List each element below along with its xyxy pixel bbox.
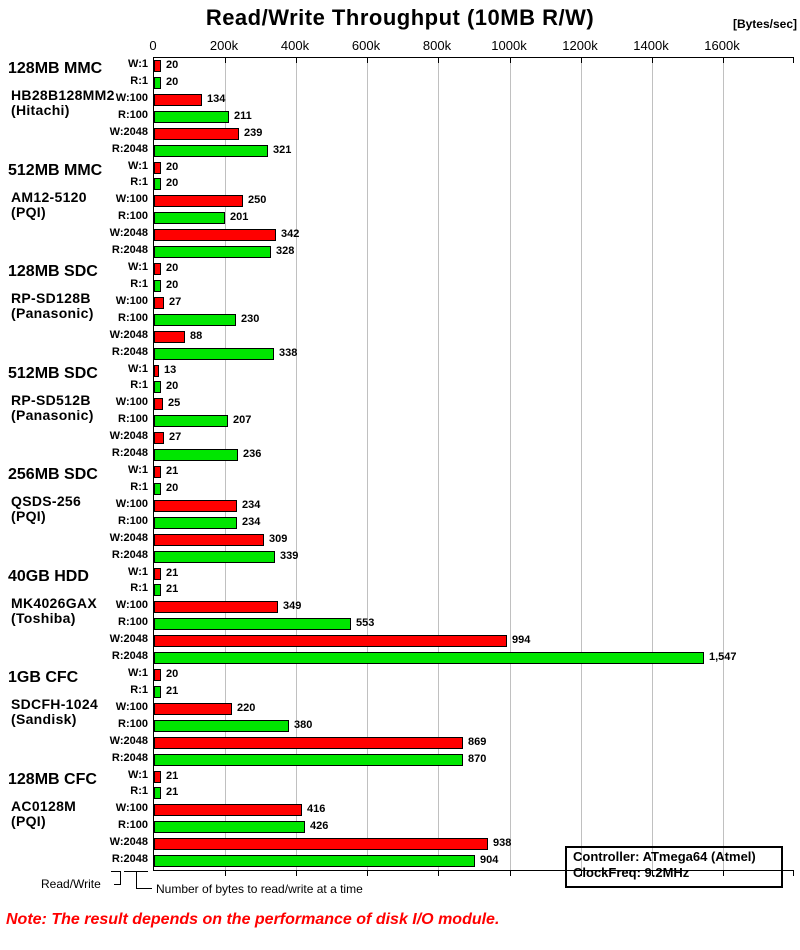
bar-value-label: 21 xyxy=(166,567,179,579)
gridline xyxy=(581,58,582,870)
bar-value-label: 20 xyxy=(166,668,179,680)
write-bar xyxy=(154,500,237,512)
axis-tick-top xyxy=(723,58,724,63)
read-bar xyxy=(154,212,225,224)
bar-value-label: 869 xyxy=(468,736,487,748)
row-label: W:2048 xyxy=(109,430,148,442)
callout-drop-bytes xyxy=(136,871,137,889)
bar-value-label: 339 xyxy=(280,550,299,562)
bar-value-label: 309 xyxy=(269,533,288,545)
bar-value-label: 349 xyxy=(283,600,302,612)
row-label: W:100 xyxy=(115,701,148,713)
chart-title: Read/Write Throughput (10MB R/W) xyxy=(205,5,595,30)
axis-tick-top xyxy=(296,58,297,63)
group-model: RP-SD128B xyxy=(11,290,91,306)
row-label: R:100 xyxy=(118,616,148,628)
bar-value-label: 338 xyxy=(279,347,298,359)
row-label: W:1 xyxy=(128,566,148,578)
bar-value-label: 20 xyxy=(166,76,179,88)
bar-value-label: 21 xyxy=(166,770,179,782)
axis-tick-label: 1000k xyxy=(491,38,527,53)
write-bar xyxy=(154,162,161,174)
axis-tick-label: 800k xyxy=(422,38,452,53)
axis-tick-label: 200k xyxy=(209,38,239,53)
bar-value-label: 207 xyxy=(233,414,252,426)
read-bar xyxy=(154,178,161,190)
read-bar xyxy=(154,686,161,698)
row-label: R:1 xyxy=(130,379,148,391)
bar-value-label: 21 xyxy=(166,786,179,798)
write-bar xyxy=(154,365,159,377)
group-title: 128MB SDC xyxy=(8,263,98,280)
row-label: W:100 xyxy=(115,599,148,611)
write-bar xyxy=(154,432,164,444)
axis-tick-top xyxy=(510,58,511,63)
row-label: W:2048 xyxy=(109,227,148,239)
bar-value-label: 20 xyxy=(166,161,179,173)
clockfreq-line: ClockFreq: 9.2MHz xyxy=(573,865,690,880)
read-bar xyxy=(154,111,229,123)
row-label: R:2048 xyxy=(111,549,148,561)
bar-value-label: 342 xyxy=(281,228,300,240)
read-bar xyxy=(154,348,274,360)
group-brand: (Hitachi) xyxy=(11,102,70,118)
row-label: W:1 xyxy=(128,58,148,70)
bar-value-label: 1,547 xyxy=(709,651,737,663)
controller-line: Controller: ATmega64 (Atmel) xyxy=(573,849,756,864)
callout-connector-rw xyxy=(114,884,121,885)
group-brand: (Panasonic) xyxy=(11,305,94,321)
row-label: W:1 xyxy=(128,363,148,375)
bar-value-label: 234 xyxy=(242,516,261,528)
bar-value-label: 134 xyxy=(207,93,226,105)
write-bar xyxy=(154,534,264,546)
row-label: R:100 xyxy=(118,718,148,730)
read-bar xyxy=(154,280,161,292)
row-label: W:100 xyxy=(115,802,148,814)
write-bar xyxy=(154,263,161,275)
bar-value-label: 21 xyxy=(166,465,179,477)
read-bar xyxy=(154,787,161,799)
read-bar xyxy=(154,415,228,427)
row-label: W:100 xyxy=(115,498,148,510)
row-label: R:2048 xyxy=(111,650,148,662)
read-bar xyxy=(154,483,161,495)
write-bar xyxy=(154,398,163,410)
bar-value-label: 20 xyxy=(166,262,179,274)
bar-value-label: 20 xyxy=(166,482,179,494)
row-label: W:1 xyxy=(128,261,148,273)
bar-value-label: 21 xyxy=(166,583,179,595)
bar-value-label: 25 xyxy=(168,397,181,409)
row-label: W:100 xyxy=(115,396,148,408)
write-bar xyxy=(154,568,161,580)
row-label: R:2048 xyxy=(111,244,148,256)
row-label: R:1 xyxy=(130,481,148,493)
row-label: W:100 xyxy=(115,295,148,307)
bar-value-label: 236 xyxy=(243,448,262,460)
row-label: R:2048 xyxy=(111,447,148,459)
bar-value-label: 20 xyxy=(166,59,179,71)
read-bar xyxy=(154,517,237,529)
write-bar xyxy=(154,771,161,783)
bar-value-label: 234 xyxy=(242,499,261,511)
bar-value-label: 220 xyxy=(237,702,256,714)
bytes-callout-label: Number of bytes to read/write at a time xyxy=(156,882,363,896)
write-bar xyxy=(154,669,161,681)
row-label: W:2048 xyxy=(109,532,148,544)
bar-value-label: 21 xyxy=(166,685,179,697)
callout-connector-bytes xyxy=(137,888,152,889)
write-bar xyxy=(154,703,232,715)
write-bar xyxy=(154,60,161,72)
read-bar xyxy=(154,381,161,393)
row-label: W:1 xyxy=(128,464,148,476)
axis-tick-bottom xyxy=(793,871,794,876)
row-label: R:100 xyxy=(118,515,148,527)
axis-tick-bottom xyxy=(438,871,439,876)
row-label: R:100 xyxy=(118,109,148,121)
row-label: W:2048 xyxy=(109,735,148,747)
group-brand: (PQI) xyxy=(11,813,46,829)
row-label: W:100 xyxy=(115,92,148,104)
axis-tick-label: 0 xyxy=(149,38,157,53)
axis-tick-label: 600k xyxy=(351,38,381,53)
axis-tick-top xyxy=(438,58,439,63)
group-model: MK4026GAX xyxy=(11,595,97,611)
row-label: R:2048 xyxy=(111,752,148,764)
axis-tick-top xyxy=(367,58,368,63)
write-bar xyxy=(154,229,276,241)
bar-value-label: 328 xyxy=(276,245,295,257)
gridline xyxy=(510,58,511,870)
row-label: W:2048 xyxy=(109,836,148,848)
write-bar xyxy=(154,838,488,850)
bar-value-label: 20 xyxy=(166,177,179,189)
axis-tick-bottom xyxy=(367,871,368,876)
row-label: W:1 xyxy=(128,769,148,781)
group-brand: (PQI) xyxy=(11,204,46,220)
row-label: W:1 xyxy=(128,160,148,172)
bar-value-label: 426 xyxy=(310,820,329,832)
read-bar xyxy=(154,720,289,732)
group-brand: (Toshiba) xyxy=(11,610,76,626)
read-bar xyxy=(154,246,271,258)
callout-drop-rw xyxy=(120,871,121,885)
bar-value-label: 553 xyxy=(356,617,375,629)
read-write-callout-label: Read/Write xyxy=(41,877,101,891)
axis-units-label: [Bytes/sec] xyxy=(732,17,797,31)
bar-value-label: 994 xyxy=(512,634,531,646)
write-bar xyxy=(154,331,185,343)
read-bar xyxy=(154,618,351,630)
group-title: 512MB SDC xyxy=(8,365,98,382)
row-label: R:1 xyxy=(130,582,148,594)
group-title: 256MB SDC xyxy=(8,466,98,483)
read-bar xyxy=(154,754,463,766)
group-title: 40GB HDD xyxy=(8,568,89,585)
bar-value-label: 250 xyxy=(248,194,267,206)
bar-value-label: 904 xyxy=(480,854,499,866)
group-brand: (PQI) xyxy=(11,508,46,524)
bar-value-label: 380 xyxy=(294,719,313,731)
bar-value-label: 230 xyxy=(241,313,260,325)
axis-tick-top xyxy=(225,58,226,63)
axis-tick-top xyxy=(793,58,794,63)
footer-note: Note: The result depends on the performance of disk I/O module. xyxy=(6,911,500,928)
row-label: R:1 xyxy=(130,75,148,87)
write-bar xyxy=(154,601,278,613)
row-label: R:1 xyxy=(130,785,148,797)
row-label: W:2048 xyxy=(109,126,148,138)
write-bar xyxy=(154,737,463,749)
row-label: W:2048 xyxy=(109,329,148,341)
row-label: R:2048 xyxy=(111,346,148,358)
group-model: HB28B128MM2 xyxy=(11,87,115,103)
group-model: RP-SD512B xyxy=(11,392,91,408)
read-bar xyxy=(154,652,704,664)
bar-value-label: 938 xyxy=(493,837,512,849)
group-title: 128MB CFC xyxy=(8,771,97,788)
row-label: R:2048 xyxy=(111,143,148,155)
row-label: R:2048 xyxy=(111,853,148,865)
read-bar xyxy=(154,584,161,596)
read-bar xyxy=(154,145,268,157)
bar-value-label: 201 xyxy=(230,211,249,223)
bar-value-label: 321 xyxy=(273,144,292,156)
read-bar xyxy=(154,551,275,563)
axis-tick-label: 1400k xyxy=(633,38,669,53)
group-brand: (Sandisk) xyxy=(11,711,77,727)
group-model: AM12-5120 xyxy=(11,189,87,205)
row-label: W:100 xyxy=(115,193,148,205)
group-title: 128MB MMC xyxy=(8,60,103,77)
bar-value-label: 27 xyxy=(169,431,182,443)
axis-tick-label: 1200k xyxy=(562,38,598,53)
read-bar xyxy=(154,855,475,867)
row-label: R:1 xyxy=(130,176,148,188)
bar-value-label: 88 xyxy=(190,330,203,342)
plot-area xyxy=(153,57,794,871)
read-bar xyxy=(154,821,305,833)
row-label: R:100 xyxy=(118,819,148,831)
group-brand: (Panasonic) xyxy=(11,407,94,423)
gridline xyxy=(723,58,724,870)
bar-value-label: 20 xyxy=(166,279,179,291)
group-title: 1GB CFC xyxy=(8,669,79,686)
bar-value-label: 211 xyxy=(234,110,252,122)
row-label: R:1 xyxy=(130,684,148,696)
axis-tick-bottom xyxy=(225,871,226,876)
controller-info-box xyxy=(565,846,783,888)
read-bar xyxy=(154,77,161,89)
bar-value-label: 13 xyxy=(164,364,177,376)
group-model: SDCFH-1024 xyxy=(11,696,99,712)
group-title: 512MB MMC xyxy=(8,162,103,179)
group-model: AC0128M xyxy=(11,798,77,814)
bar-value-label: 870 xyxy=(468,753,487,765)
axis-tick-label: 1600k xyxy=(704,38,740,53)
group-model: QSDS-256 xyxy=(11,493,82,509)
write-bar xyxy=(154,466,161,478)
write-bar xyxy=(154,635,507,647)
write-bar xyxy=(154,94,202,106)
axis-tick-top xyxy=(581,58,582,63)
write-bar xyxy=(154,195,243,207)
bar-value-label: 20 xyxy=(166,380,179,392)
write-bar xyxy=(154,128,239,140)
axis-tick-top xyxy=(652,58,653,63)
row-label: W:2048 xyxy=(109,633,148,645)
axis-tick-bottom xyxy=(510,871,511,876)
row-label: R:1 xyxy=(130,278,148,290)
axis-tick-bottom xyxy=(296,871,297,876)
row-label: R:100 xyxy=(118,210,148,222)
read-bar xyxy=(154,449,238,461)
read-bar xyxy=(154,314,236,326)
row-label: R:100 xyxy=(118,413,148,425)
gridline xyxy=(652,58,653,870)
row-label: W:1 xyxy=(128,667,148,679)
bar-value-label: 416 xyxy=(307,803,326,815)
write-bar xyxy=(154,804,302,816)
row-label: R:100 xyxy=(118,312,148,324)
axis-tick-label: 400k xyxy=(280,38,310,53)
bar-value-label: 27 xyxy=(169,296,182,308)
bar-value-label: 239 xyxy=(244,127,263,139)
write-bar xyxy=(154,297,164,309)
